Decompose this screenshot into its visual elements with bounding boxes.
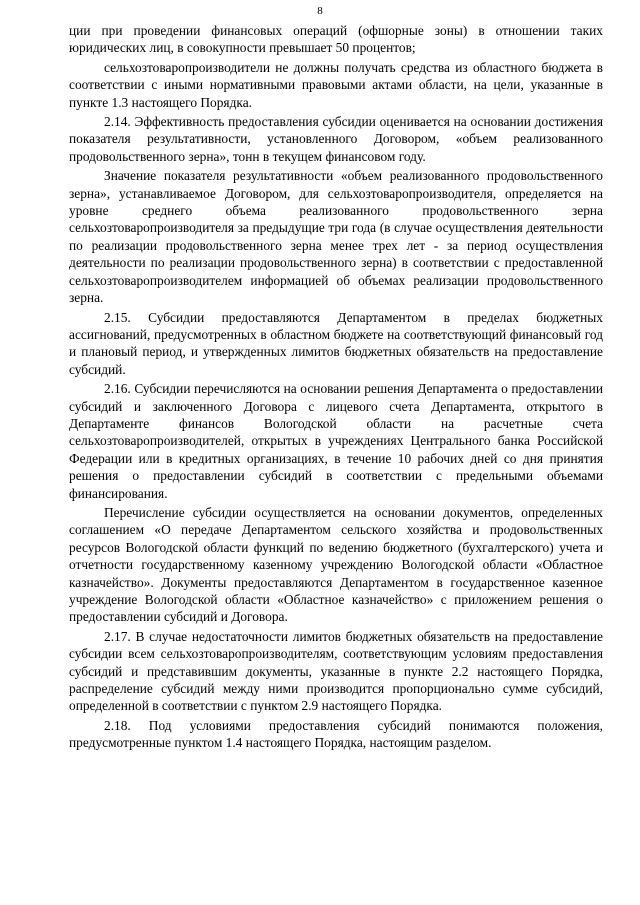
paragraph-producers-budget: сельхозтоваропроизводители не должны получать средства из областного бюджета в соответствии с иными нормативными правовыми актами области, на цели, указанные в пункте 1.3 настоящего Порядка. <box>69 59 603 110</box>
paragraph-continuation: ции при проведении финансовых операций (офшорные зоны) в отношении таких юридических лиц, в совокупности превышает 50 процентов; <box>69 23 603 56</box>
paragraph-indicator-value: Значение показателя результативности «объем реализованного продовольственного зерна», устанавливаемое Договором, для сельхозтоваропроизводителя, определяется на уровне среднего объема реализованного продовольственного зерна сельхозтоваропроизводителя за предыдущие три года (в случае осуществления деятельности по реализации продовольственного зерна менее трех лет - за период осуществления деятельности по реализации продовольственного зерна) в соответствии с предоставленной сельхозтоваропроизводителем информацией об объемах реализации продовольственного зерна. <box>69 168 603 306</box>
paragraph-2-16: 2.16. Субсидии перечисляются на основании решения Департамента о предоставлении субсидий и заключенного Договора с лицевого счета Департамента, открытого в Департаменте финансов Вологодской области на расчетные счета сельхозтоваропроизводителей, открытых в учреждениях Центрального банка Российской Федерации или в кредитных организациях, в течение 10 рабочих дней со дня принятия решения о предоставлении субсидий в соответствии с предельными объемами финансирования. <box>69 381 603 501</box>
paragraph-2-14: 2.14. Эффективность предоставления субсидии оценивается на основании достижения показателя результативности, установленного Договором, «объем реализованного продовольственного зерна», тонн в текущем финансовом году. <box>69 114 603 164</box>
document-body <box>69 22 603 754</box>
paragraph-2-17: 2.17. В случае недостаточности лимитов бюджетных обязательств на предоставление субсидии всем сельхозтоваропроизводителям, соответствующим условиям предоставления субсидий и представившим документы, указанные в пункте 2.2 настоящего Порядка, распределение субсидий между ними производится пропорционально сумме субсидий, определенной в соответствии с пунктом 2.9 настоящего Порядка. <box>69 628 603 714</box>
page-number: 8 <box>317 5 323 17</box>
paragraph-2-15: 2.15. Субсидии предоставляются Департаментом в пределах бюджетных ассигнований, предусмотренных в областном бюджете на соответствующий финансовый год и плановый период, и утвержденных лимитов бюджетных обязательств на предоставление субсидий. <box>69 309 603 377</box>
paragraph-transfer-documents: Перечисление субсидии осуществляется на основании документов, определенных соглашением «О передаче Департаментом сельского хозяйства и продовольственных ресурсов Вологодской области функций по ведению бюджетного (бухгалтерского) учета и отчетности государственному казенному учреждению Вологодской области «Областное казначейство». Документы предоставляются Департаментом в государственное казенное учреждение Вологодской области «Областное казначейство» с приложением решения о предоставлении субсидий и Договора. <box>69 504 603 625</box>
paragraph-2-18: 2.18. Под условиями предоставления субсидий понимаются положения, предусмотренные пунктом 1.4 настоящего Порядка, настоящим разделом. <box>69 717 603 751</box>
